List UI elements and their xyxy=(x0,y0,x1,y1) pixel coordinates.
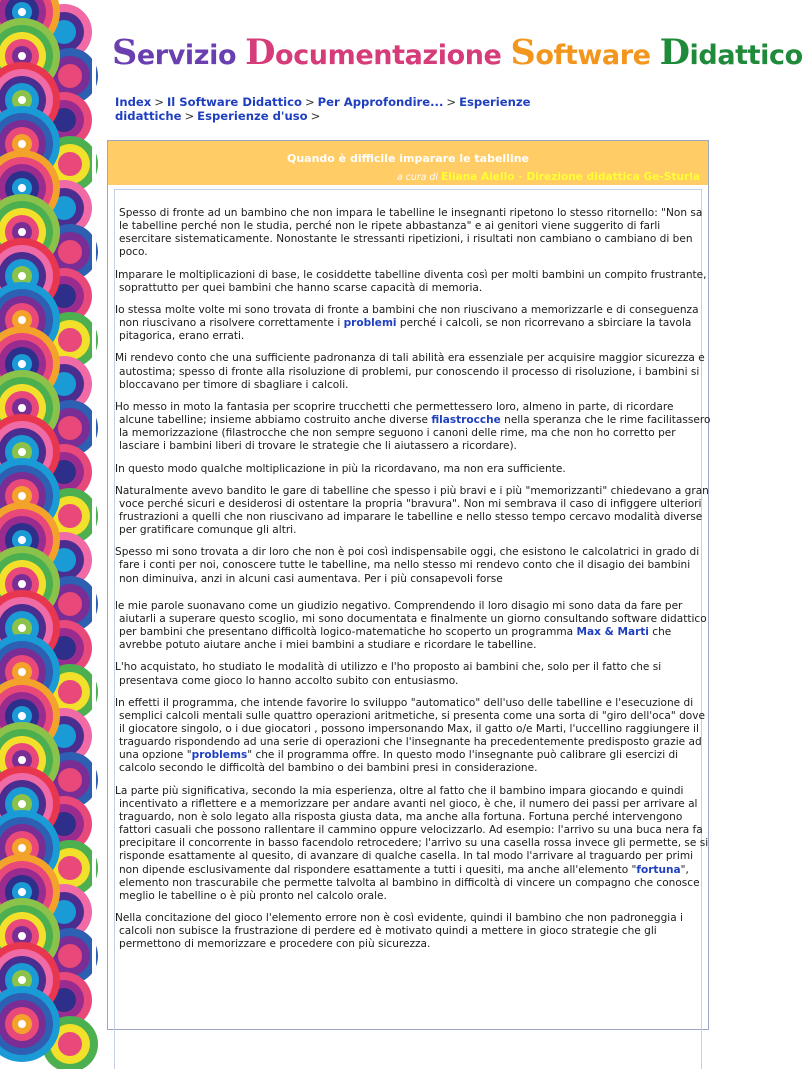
credit-separator: - xyxy=(514,171,527,183)
paragraph-text: Ho messo in moto la fantasia per scoprire trucchetti che permettessero loro, almeno in parte, di ricordare alcune tabelline; insieme abbiamo costruito anche diverse xyxy=(115,400,674,427)
inline-link[interactable]: filastrocche xyxy=(431,414,501,427)
breadcrumb-separator: > xyxy=(154,95,164,109)
logo-word: oftware xyxy=(535,40,660,71)
breadcrumb-link[interactable]: Per Approfondire... xyxy=(317,95,444,109)
paragraph-text: ", elemento non trascurabile che permette talvolta al bambino in difficoltà di vincere un compagno che conosce meglio le tabelline o è più pronto nel calcolo orale. xyxy=(119,863,700,902)
breadcrumb-separator: > xyxy=(184,109,195,123)
breadcrumb-link[interactable]: Esperienze didattiche xyxy=(115,95,531,123)
paragraph-text: Io stessa molte volte mi sono trovata di fronte a bambini che non riuscivano a memorizzarle e di conseguenza non riuscivano a risolvere correttamente i xyxy=(115,303,699,330)
breadcrumb-separator: > xyxy=(446,95,457,109)
paragraph-text: che avrebbe potuto aiutare anche i miei bambini a studiare e ricordare le tabelline. xyxy=(119,626,672,652)
paragraph xyxy=(115,463,711,476)
paragraph-text: L'ho acquistato, ho studiato le modalità di utilizzo e l'ho proposto ai bambini che, solo per il fatto che si presentava come gioco lo hanno accolto subito con entusiasmo. xyxy=(115,661,662,687)
breadcrumb xyxy=(115,95,675,123)
paragraph-text: le mie parole suonavano come un giudizio negativo. Comprendendo il loro disagio mi sono data da fare per aiutarli a superare questo scoglio, mi sono documentata e finalmente un giorno consultando software didattico per bambini che presentano difficoltà logico-matematiche ho scoperto un programma xyxy=(115,599,707,639)
breadcrumb-link[interactable]: Index xyxy=(115,95,152,109)
author-name[interactable]: Eliana Aiello xyxy=(440,171,515,183)
inline-link[interactable]: problemi xyxy=(343,317,397,330)
paragraph xyxy=(115,401,711,454)
paragraph xyxy=(115,207,711,260)
paragraph xyxy=(115,600,711,653)
paragraph-text: Spesso mi sono trovata a dir loro che non è poi così indispensabile oggi, che esistono le calcolatrici in grado di fare i conti per noi, conoscere tutte le tabelline, ma nello stesso mi rendevo conto che il disagio dei bambini non diminuiva, anzi in alcuni casi aumentava. Per i più consapevoli forse xyxy=(115,546,700,585)
paragraph xyxy=(115,661,711,687)
breadcrumb-separator: > xyxy=(304,95,315,109)
paragraph-text: Nella concitazione del gioco l'elemento errore non è così evidente, quindi il bambino che non padroneggia i calcoli non subisce la frustrazione di perdere ed è motivato quindi a mettere in gioco strategie che gli permettono di memorizzare e procedere con più sicurezza. xyxy=(115,912,683,951)
paragraph-text: Imparare le moltiplicazioni di base, le cosiddette tabelline diventa così per molti bambini un compito frustrante, soprattutto per quei bambini che hanno scarse capacità di memoria. xyxy=(115,268,707,294)
article-body xyxy=(115,207,711,952)
paragraph xyxy=(115,697,711,776)
inline-link[interactable]: fortuna xyxy=(636,863,681,876)
paragraph xyxy=(115,912,711,951)
inline-link[interactable]: Max & Marti xyxy=(576,626,649,639)
paragraph xyxy=(115,269,711,295)
paragraph-text: In questo modo qualche moltiplicazione in più la ricordavano, ma non era sufficiente. xyxy=(115,462,566,475)
logo-capital: S xyxy=(112,32,137,73)
paragraph xyxy=(115,352,711,391)
breadcrumb-link[interactable]: Esperienze d'uso xyxy=(197,109,308,123)
site-logo-text xyxy=(112,32,803,73)
paragraph xyxy=(115,785,711,903)
logo-word: ervizio xyxy=(136,40,246,71)
inline-link[interactable]: problems xyxy=(191,749,248,762)
logo-word: ocumentazione xyxy=(275,40,511,71)
article-credit xyxy=(397,171,700,183)
paragraph-text: nella speranza che le rime facilitassero la memorizzazione (filastrocche che non sempre seguono i canoni delle rime, ma che non ho corretto per lasciare i bambini liberi di trovare le strategie che li aiutassero a ricordare). xyxy=(119,414,711,453)
breadcrumb-separator: > xyxy=(310,109,321,123)
site-logo xyxy=(112,32,803,84)
article-header xyxy=(108,141,708,185)
logo-word: idattico xyxy=(689,40,803,71)
logo-capital: S xyxy=(510,32,536,73)
breadcrumb-link[interactable]: Il Software Didattico xyxy=(166,95,302,109)
paragraph-text: La parte più significativa, secondo la mia esperienza, oltre al fatto che il bambino impara giocando e quindi incentivato a riflettere e a memorizzare per andare avanti nel gioco, è che, il numero dei passi per arrivare al traguardo, non è solo legato alla risposta giusta data, ma anche alla fortuna. Fortuna perché intervengono fattori casuali che possono rallentare il cammino oppure velocizzarlo. Ad esempio: l'arrivo su una buca nera fa precipitare il concorrente in basso facendolo retrocedere; l'arrivo su una casella rossa invece gli permette, se si risponde esattamente al quesito, di avanzare di qualche casella. In tal modo l'arrivare al traguardo per primi non dipende esclusivamente dal rispondere esattamente a tutti i quesiti, ma anche all'elemento " xyxy=(115,784,709,876)
paragraph-text: Mi rendevo conto che una sufficiente padronanza di tali abilità era essenziale per acquisire maggior sicurezza e autostima; spesso di fronte alla risoluzione di problemi, pur conoscendo il processo di risoluzione, i bambini si bloccavano per timore di sbagliare i calcoli. xyxy=(115,352,705,391)
author-affiliation[interactable]: Direzione didattica Ge-Sturla xyxy=(526,171,700,183)
credit-prefix: a cura di xyxy=(397,172,438,183)
paragraph-text: perché i calcoli, se non ricorrevano a sbirciare la tavola pitagorica, erano errati. xyxy=(119,317,692,343)
decorative-circles-strip xyxy=(0,0,96,1024)
paragraph xyxy=(115,304,711,343)
paragraph-text: In effetti il programma, che intende favorire lo sviluppo "automatico" dell'uso delle tabelline e l'esecuzione di semplici calcoli mentali sulle quattro operazioni aritmetiche, si presenta come una sorta di "giro dell'oca" dove il giocatore singolo, o i due giocatori , possono impersonando Max, il gatto o/e Marti, l'uccellino raggiungere il traguardo rispondendo ad una serie di operazioni che l'insegnante ha precedentemente predisposto grazie ad una opzione " xyxy=(115,696,705,762)
logo-capital: D xyxy=(245,32,276,73)
paragraph-text: " che il programma offre. In questo modo l'insegnante può calibrare gli esercizi di calcolo secondo le difficoltà del bambino o dei bambini presi in considerazione. xyxy=(119,749,679,775)
paragraph xyxy=(115,485,711,538)
paragraph xyxy=(115,546,711,585)
logo-capital: D xyxy=(659,32,690,73)
paragraph-text: Spesso di fronte ad un bambino che non impara le tabelline le insegnanti ripetono lo stesso ritornello: "Non sa le tabelline perché non le studia, perché non le ripete abbastanza" e ai genitori viene suggerito di farli esercitare sistematicamente. Nonostante le stressanti ripetizioni, i risultati non cambiano o cambiano di ben poco. xyxy=(119,207,703,259)
paragraph-text: Naturalmente avevo bandito le gare di tabelline che spesso i più bravi e i più "memorizzanti" chiedevano a gran voce perché sicuri e desiderosi di ostentare la propria "bravura". Non mi sembrava il caso di infiggere ulteriori frustrazioni a quelli che non riuscivano ad imparare le tabelline e nello stesso tempo cercavo modalità diverse per gratificare comunque gli altri. xyxy=(115,484,709,537)
article-title: Quando è difficile imparare le tabelline xyxy=(286,152,530,165)
